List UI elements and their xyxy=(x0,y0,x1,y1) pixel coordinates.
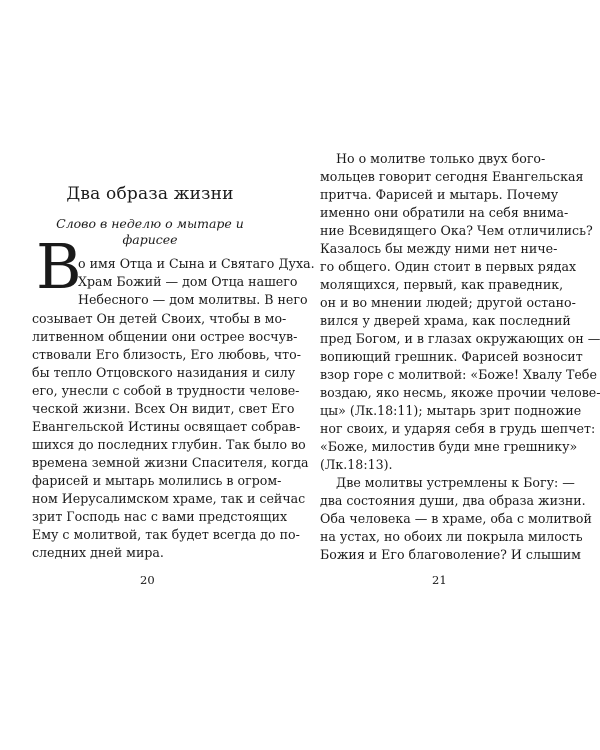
text-line: Евангельской Истины освящает собрав- xyxy=(32,419,301,434)
chapter-title: Два образа жизни xyxy=(66,184,234,204)
text-line: два состояния души, два образа жизни. xyxy=(320,493,586,508)
text-line: «Боже, милостив буди мне грешнику» xyxy=(320,439,578,454)
text-line: его, унесли с собой в трудности челове- xyxy=(32,383,300,398)
text-line: вопиющий грешник. Фарисей возносит xyxy=(320,349,583,364)
text-line: вился у дверей храма, как последний xyxy=(320,313,571,328)
text-line: времена земной жизни Спасителя, когда xyxy=(32,455,309,470)
text-line: на устах, но обоих ли покрыла милость xyxy=(320,529,583,544)
text-line: следних дней мира. xyxy=(32,545,164,560)
text-line: ческой жизни. Всех Он видит, свет Его xyxy=(32,401,295,416)
text-line: Оба человека — в храме, оба с молитвой xyxy=(320,511,592,526)
text-line: Божия и Его благоволение? И слышим xyxy=(320,547,581,562)
drop-cap: В xyxy=(36,230,82,303)
text-line: цы» (Лк.18:11); мытарь зрит подножие xyxy=(320,403,582,418)
text-line: ном Иерусалимском храме, так и сейчас xyxy=(32,491,306,506)
text-line: он и во мнении людей; другой остано- xyxy=(320,295,576,310)
text-line: Казалось бы между ними нет ниче- xyxy=(320,241,558,256)
text-line: именно они обратили на себя внима- xyxy=(320,205,569,220)
text-line: зрит Господь нас с вами предстоящих xyxy=(32,509,288,524)
text-line: шихся до последних глубин. Так было во xyxy=(32,437,306,452)
chapter-subtitle: Слово в неделю о мытаре и фарисее xyxy=(56,216,244,247)
text-line: го общего. Один стоит в первых рядах xyxy=(320,259,577,274)
text-line: взор горе с молитвой: «Боже! Хвалу Тебе xyxy=(320,367,597,382)
text-line: пред Богом, и в глазах окружающих он — xyxy=(320,331,600,346)
text-line: притча. Фарисей и мытарь. Почему xyxy=(320,187,559,202)
page-number: 20 xyxy=(140,573,155,587)
text-line: литвенном общении они острее восчув- xyxy=(32,329,298,344)
text-line: молящихся, первый, как праведник, xyxy=(320,277,564,292)
text-line: о имя Отца и Сына и Святаго Духа. xyxy=(78,256,315,271)
text-line: (Лк.18:13). xyxy=(320,457,393,472)
text-line: Храм Божий — дом Отца нашего xyxy=(78,274,298,289)
text-line: созывает Он детей Своих, чтобы в мо- xyxy=(32,311,287,326)
right-page xyxy=(300,0,600,750)
page-number: 21 xyxy=(432,573,447,587)
text-line: Ему с молитвой, так будет всегда до по- xyxy=(32,527,300,542)
text-line: Но о молитве только двух бого- xyxy=(336,151,546,166)
text-line: Небесного — дом молитвы. В него xyxy=(78,292,308,307)
text-line: фарисей и мытарь молились в огром- xyxy=(32,473,282,488)
text-line: Две молитвы устремлены к Богу: — xyxy=(336,475,575,490)
text-line: бы тепло Отцовского назидания и силу xyxy=(32,365,296,380)
text-line: воздаю, яко несмь, якоже прочии челове- xyxy=(320,385,600,400)
text-line: ние Всевидящего Ока? Чем отличились? xyxy=(320,223,593,238)
text-line: ног своих, и ударяя себя в грудь шепчет: xyxy=(320,421,596,436)
text-line: мольцев говорит сегодня Евангельская xyxy=(320,169,584,184)
text-line: ствовали Его близость, Его любовь, что- xyxy=(32,347,301,362)
